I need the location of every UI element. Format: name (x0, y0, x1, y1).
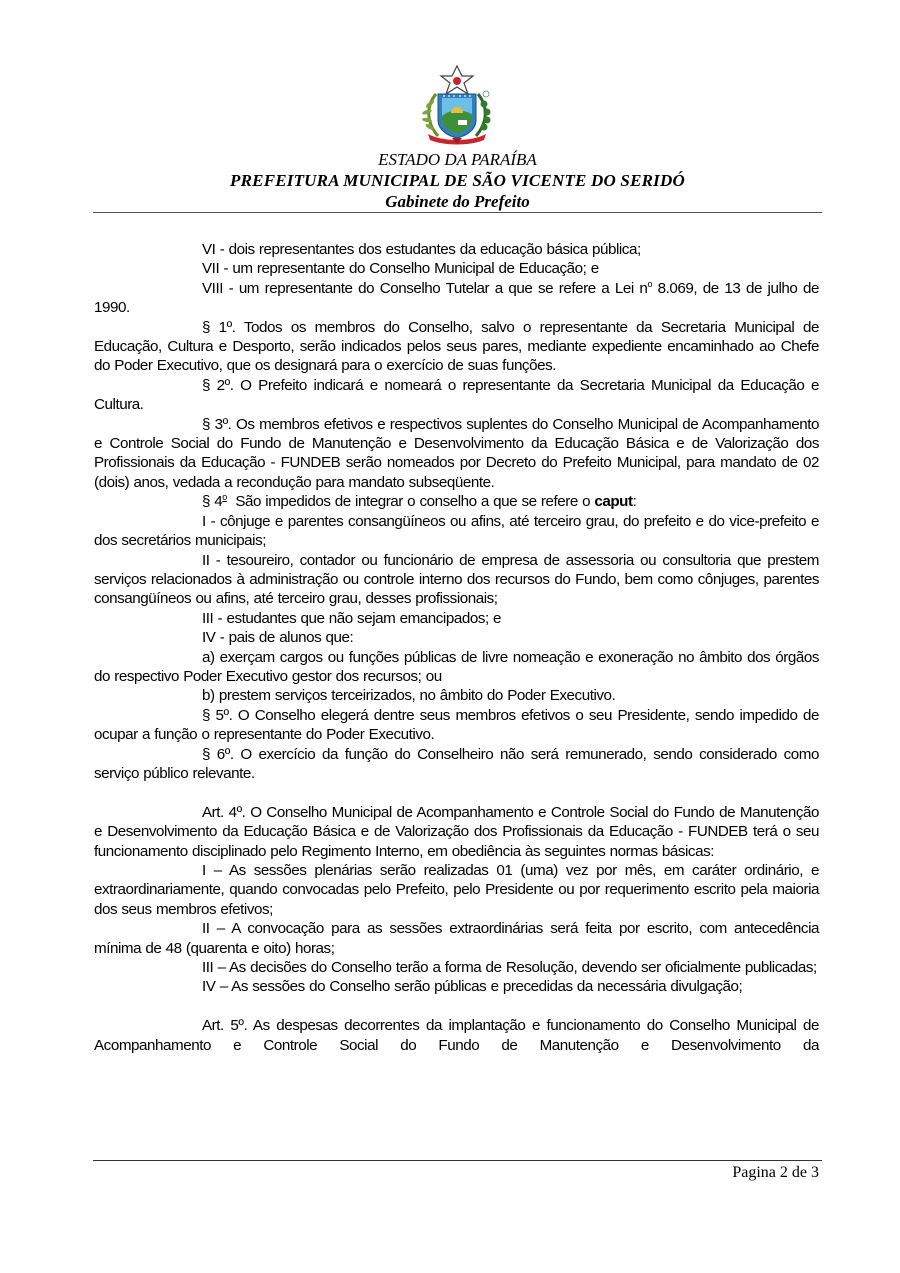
paragraph-text: : (632, 493, 637, 511)
paragraph-inciso-vi: VI - dois representantes dos estudantes da educação básica pública; (202, 241, 641, 258)
footer-divider (93, 1160, 822, 1161)
paragraph-sec-3: § 3º. Os membros efetivos e respectivos suplentes do Conselho Municipal de Acompanhamento e Controle Social do Fundo de Manutenção e Desenvolvimento da Educação Básica e de Valorização dos Profissionais da Educação - FUNDEB serão nomeados por Decreto do Prefeito Municipal, para mandato de 02 (dois) anos, vedada a recondução para mandato subseqüente. (94, 415, 819, 491)
superscript: o (222, 492, 227, 503)
superscript: o (647, 278, 652, 289)
bold-term: caput (594, 493, 633, 511)
letterhead (94, 149, 821, 212)
paragraph-art-4-i: I – As sessões plenárias serão realizadas 01 (uma) vez por mês, em caráter ordinário, e extraordinariamente, quando convocadas pelo Prefeito, pelo Presidente ou por requerimento escrito pela maioria dos seus membros efetivos; (94, 861, 819, 918)
paragraph-text: § 4 (202, 493, 223, 511)
paragraph-sec-4-iii: III - estudantes que não sejam emancipados; e (202, 609, 502, 627)
paragraph-sec-4-iv-a: a) exerçam cargos ou funções públicas de livre nomeação e exoneração no âmbito dos órgãos do respectivo Poder Executivo gestor dos recursos; ou (94, 648, 819, 685)
municipality-name: PREFEITURA MUNICIPAL DE SÃO VICENTE DO SERIDÓ (230, 171, 685, 190)
paragraph-art-5: Art. 5º. As despesas decorrentes da implantação e funcionamento do Conselho Municipal de Acompanhamento e Controle Social do Fundo de Manutenção e Desenvolvimento da (94, 1017, 819, 1054)
state-name: ESTADO DA PARAÍBA (378, 150, 537, 169)
paragraph-text: VIII - um representante do Conselho Tutelar a que se refere a Lei n (202, 279, 648, 297)
paragraph-sec-4-i: I - cônjuge e parentes consangüíneos ou afins, até terceiro grau, do prefeito e do vice-prefeito e dos secretários municipais; (94, 512, 819, 550)
page-number: Pagina 2 de 3 (732, 1164, 819, 1181)
paragraph-sec-4-iv-b: b) prestem serviços terceirizados, no âmbito do Poder Executivo. (202, 687, 616, 705)
paragraph-art-4-iv: IV – As sessões do Conselho serão públicas e precedidas da necessária divulgação; (202, 978, 743, 996)
paragraph-text: 8.069, de 13 de julho de 1990. (94, 279, 819, 317)
paragraph-inciso-vii: VII - um representante do Conselho Municipal de Educação; e (202, 260, 599, 278)
paragraph-text: São impedidos de integrar o conselho a que se refere o (226, 493, 595, 511)
paragraph-sec-5: § 5º. O Conselho elegerá dentre seus membros efetivos o seu Presidente, sendo impedido de ocupar a função o representante do Poder Executivo. (94, 706, 819, 744)
paragraph-sec-4-iv: IV - pais de alunos que: (202, 629, 354, 647)
paragraph-sec-4-ii: II - tesoureiro, contador ou funcionário de empresa de assessoria ou consultoria que prestem serviços relacionados à administração ou controle interno dos recursos do Fundo, bem como cônjuges, parentes consangüíneos ou afins, até terceiro grau, desses profissionais; (94, 551, 819, 608)
paraiba-coat-of-arms-icon (414, 64, 500, 148)
paragraph-sec-2: § 2º. O Prefeito indicará e nomeará o representante da Secretaria Municipal da Educação e Cultura. (94, 376, 819, 414)
paragraph-sec-4 (94, 492, 819, 511)
paragraph-art-4: Art. 4º. O Conselho Municipal de Acompanhamento e Controle Social do Fundo de Manutenção e Desenvolvimento da Educação Básica e de Valorização dos Profissionais da Educação - FUNDEB terá o seu funcionamento disciplinado pelo Regimento Interno, em obediência às seguintes normas básicas: (94, 803, 819, 860)
office-name: Gabinete do Prefeito (385, 192, 530, 211)
paragraph-sec-1: § 1º. Todos os membros do Conselho, salvo o representante da Secretaria Municipal de Educação, Cultura e Desporto, serão indicados pelos seus pares, mediante expediente encaminhado ao Chefe do Poder Executivo, que os designará para o exercício de suas funções. (94, 318, 819, 375)
paragraph-art-4-iii: III – As decisões do Conselho terão a forma de Resolução, devendo ser oficialmente publicadas; (202, 959, 817, 977)
paragraph-art-4-ii: II – A convocação para as sessões extraordinárias será feita por escrito, com antecedência mínima de 48 (quarenta e oito) horas; (94, 920, 819, 957)
paragraph-inciso-viii (94, 279, 819, 318)
paragraph-sec-6: § 6º. O exercício da função do Conselheiro não será remunerado, sendo considerado como serviço público relevante. (94, 745, 819, 782)
document-body (94, 240, 819, 1055)
header-divider (93, 212, 822, 213)
